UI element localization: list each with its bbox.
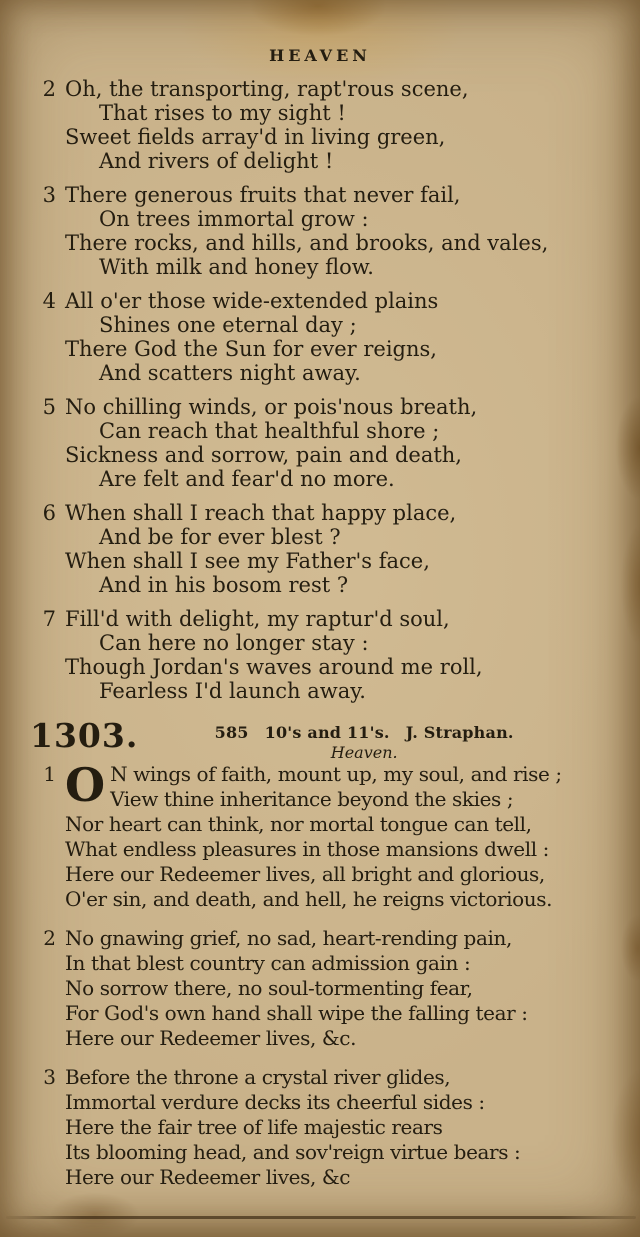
verse (24, 1065, 624, 1190)
verse-number: 1 (43, 762, 56, 786)
page-bottom-edge (6, 1216, 636, 1219)
page-header: HEAVEN (269, 46, 371, 65)
verse-line: And scatters night away. (99, 361, 361, 385)
verse-line: Its blooming head, and sov'reign virtue bears : (65, 1140, 521, 1164)
verse-line: Here the fair tree of life majestic rears (65, 1115, 443, 1139)
hymn-tune: Heaven. (330, 743, 398, 762)
verse-line: When shall I see my Father's face, (65, 549, 430, 573)
verse-line: Can reach that healthful shore ; (99, 419, 440, 443)
verse-line: Nor heart can think, nor mortal tongue can tell, (65, 812, 532, 836)
verse-number: 4 (42, 289, 56, 313)
verse-line: Here our Redeemer lives, &c (65, 1165, 351, 1189)
verse-line: Sweet fields array'd in living green, (65, 125, 446, 149)
verse-line: And rivers of delight ! (99, 149, 334, 173)
verse-line: No sorrow there, no soul-tormenting fear, (65, 976, 473, 1000)
verse-line: And be for ever blest ? (99, 525, 341, 549)
verse (24, 77, 618, 173)
verse-line: No gnawing grief, no sad, heart-rending pain, (65, 926, 512, 950)
verse-line: Sickness and sorrow, pain and death, (65, 443, 462, 467)
verse-line: No chilling winds, or pois'nous breath, (65, 395, 478, 419)
verse-line: In that blest country can admission gain : (65, 951, 471, 975)
hymn-1303 (0, 716, 640, 1190)
verse-line: Here our Redeemer lives, &c. (65, 1026, 357, 1050)
verse-line: That rises to my sight ! (99, 101, 346, 125)
verse-number: 7 (42, 607, 56, 631)
verse-line: All o'er those wide-extended plains (65, 289, 439, 313)
verse-line: View thine inheritance beyond the skies ; (110, 787, 514, 811)
verse-line: For God's own hand shall wipe the falling tear : (65, 1001, 528, 1025)
verse-number: 6 (42, 501, 56, 525)
verse (24, 501, 618, 597)
hymn-number: 1303. (30, 716, 139, 755)
verse-line: Oh, the transporting, rapt'rous scene, (65, 77, 469, 101)
verse-line: Fearless I'd launch away. (99, 679, 366, 703)
verse-line: Fill'd with delight, my raptur'd soul, (65, 607, 450, 631)
verse-number: 5 (42, 395, 56, 419)
hymn-meta (138, 723, 590, 742)
verse-line: Can here no longer stay : (99, 631, 369, 655)
hymn-continuation (0, 77, 640, 703)
verse-line: What endless pleasures in those mansions dwell : (65, 837, 549, 861)
verse-line: Immortal verdure decks its cheerful sides : (65, 1090, 485, 1114)
dropcap-letter: O (65, 758, 106, 812)
verse (24, 183, 618, 279)
verse-line: O'er sin, and death, and hell, he reigns victorious. (65, 887, 553, 911)
verse-line: On trees immortal grow : (99, 207, 369, 231)
verse-line: Before the throne a crystal river glides, (65, 1065, 451, 1089)
verse (24, 289, 618, 385)
verse-line: Here our Redeemer lives, all bright and glorious, (65, 862, 545, 886)
hymn-ref: 585 (214, 723, 249, 742)
hymn-author: J. Straphan. (405, 723, 514, 742)
verse-number: 2 (42, 77, 56, 101)
verse-number: 3 (42, 183, 56, 207)
verse-line: And in his bosom rest ? (99, 573, 349, 597)
verse (24, 395, 618, 491)
verse-line: There generous fruits that never fail, (65, 183, 461, 207)
verse-line: Shines one eternal day ; (99, 313, 357, 337)
verse-line: N wings of faith, mount up, my soul, and rise ; (110, 762, 562, 786)
hymn-heading (30, 716, 610, 762)
verse-line: There God the Sun for ever reigns, (65, 337, 437, 361)
verse-line: With milk and honey flow. (99, 255, 374, 279)
verse-number: 2 (43, 926, 56, 950)
hymn-meter: 10's and 11's. (264, 723, 390, 742)
verse-line: Are felt and fear'd no more. (99, 467, 395, 491)
verse-line: There rocks, and hills, and brooks, and vales, (65, 231, 549, 255)
verse-line: Though Jordan's waves around me roll, (65, 655, 483, 679)
verse (24, 926, 624, 1051)
verse (24, 758, 624, 912)
verse-number: 3 (43, 1065, 56, 1089)
verse-line: When shall I reach that happy place, (65, 501, 457, 525)
verse (24, 607, 618, 703)
